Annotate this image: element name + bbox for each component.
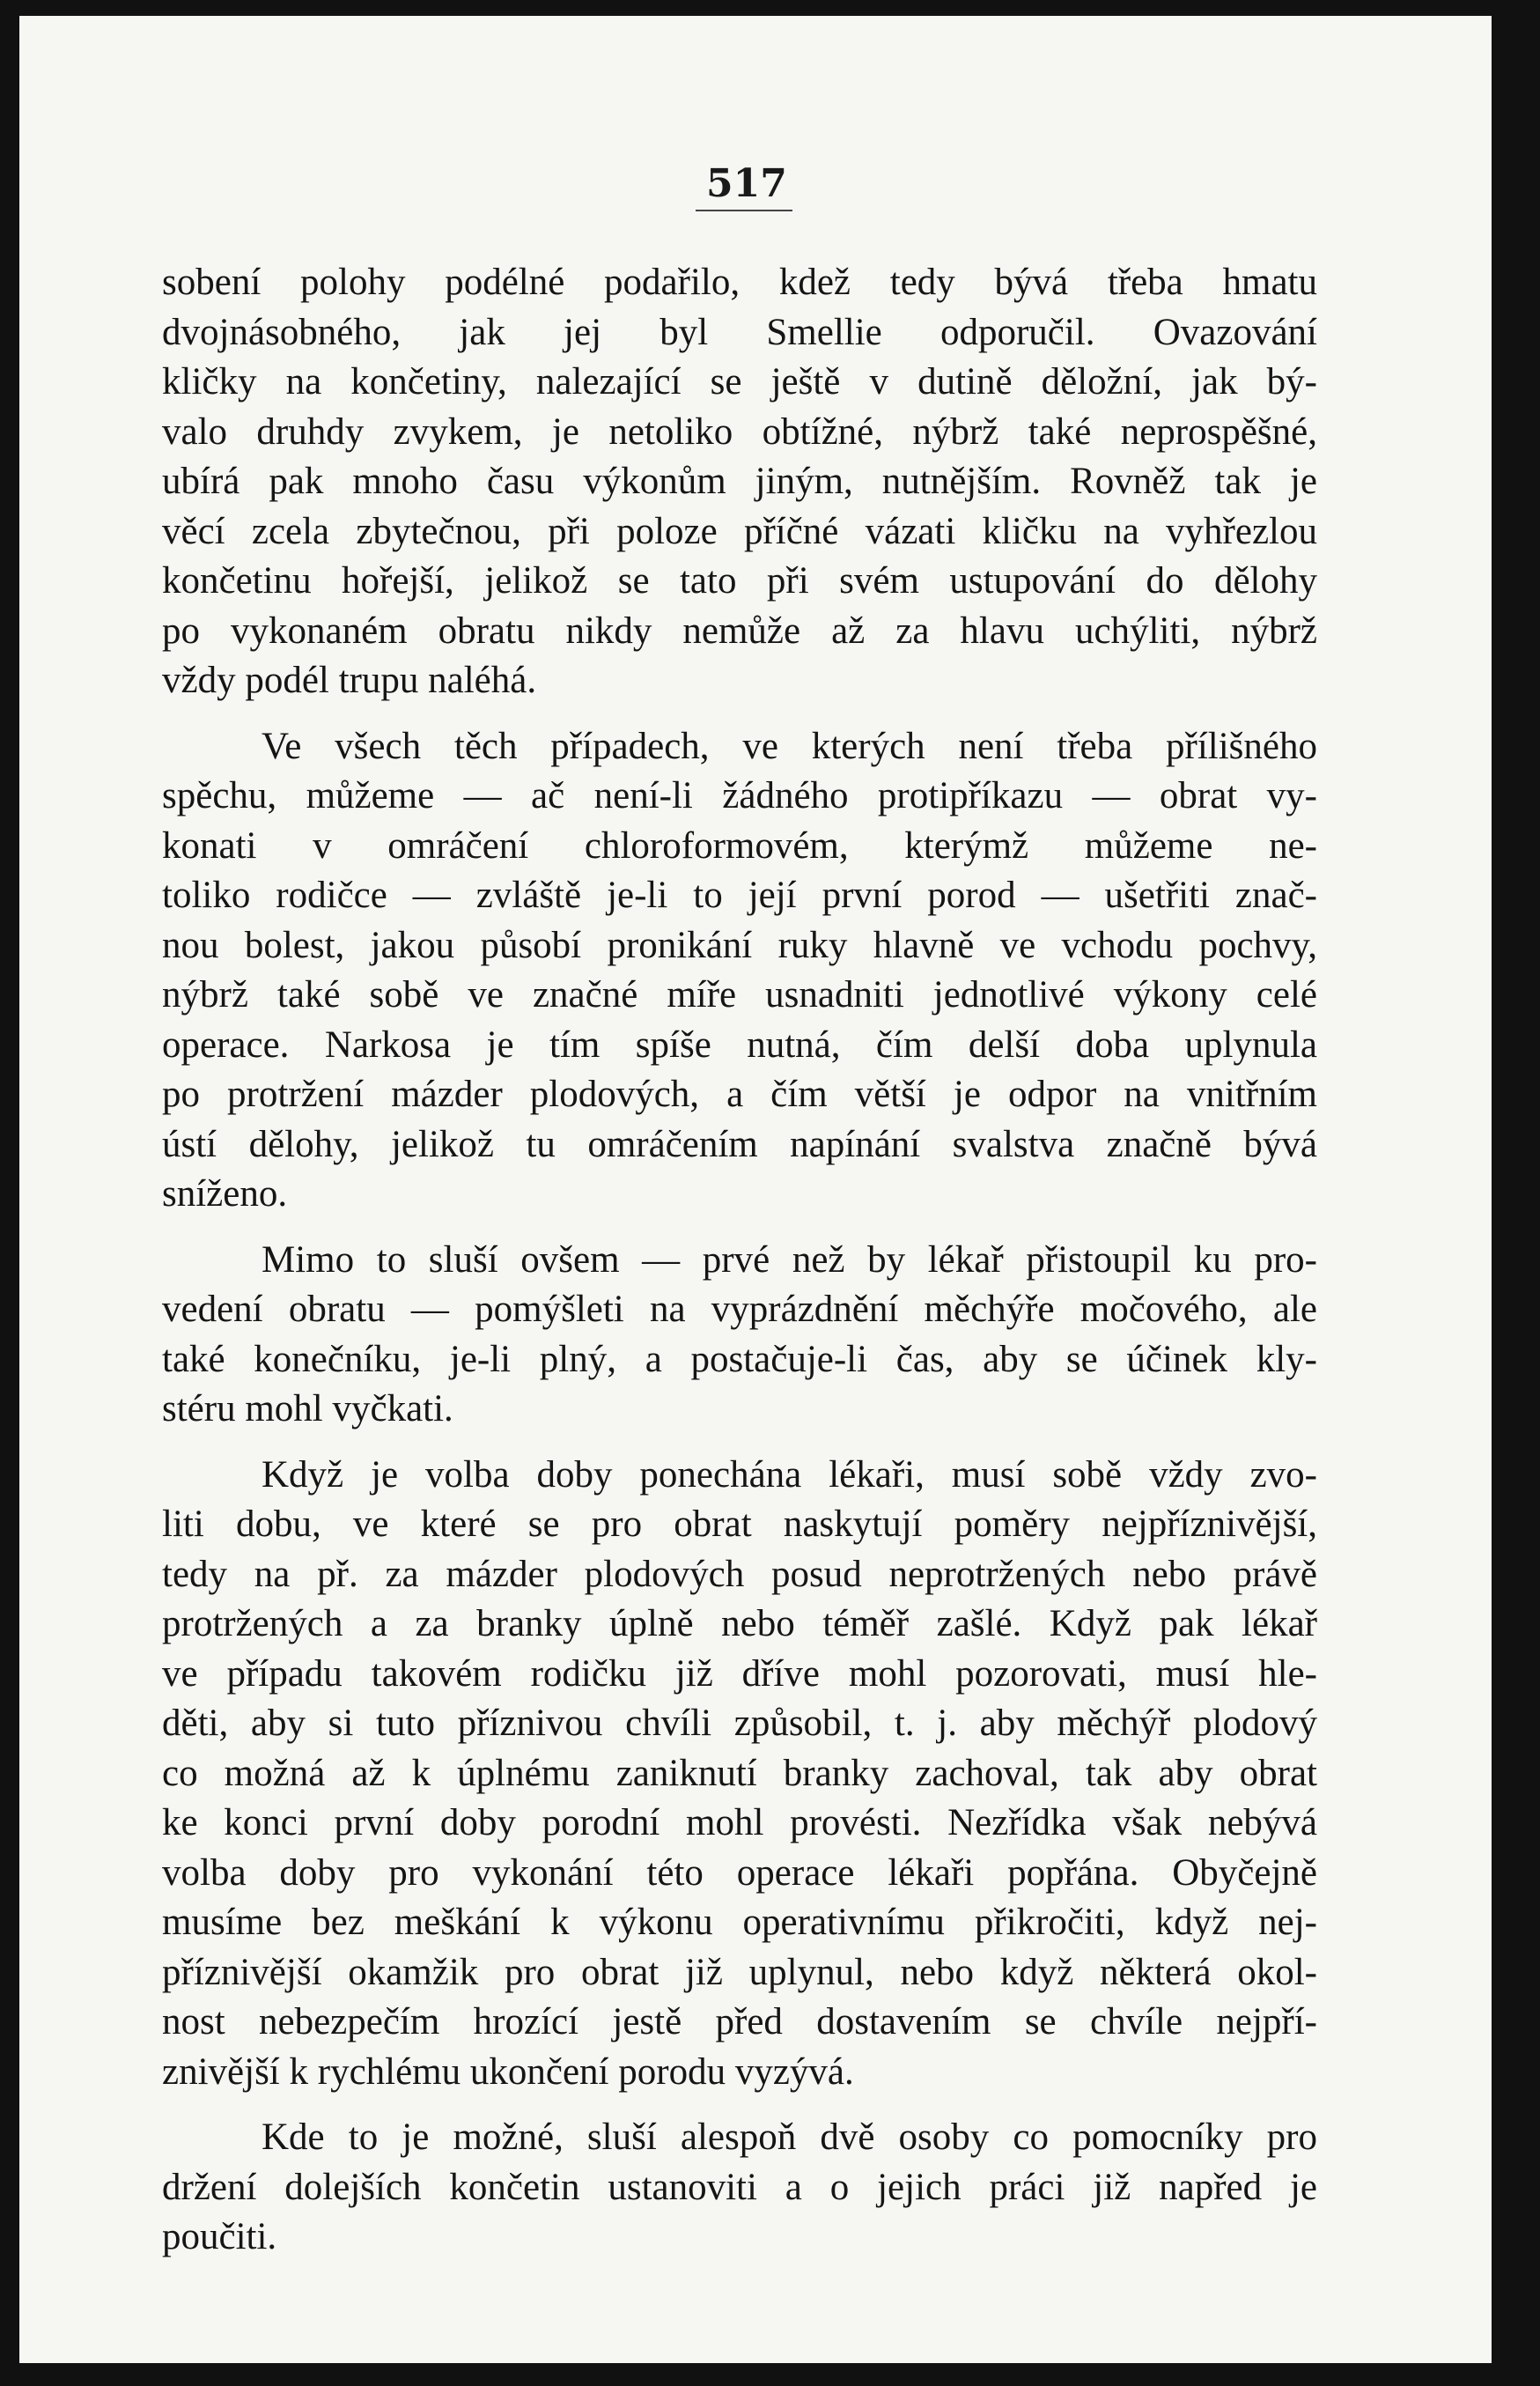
text-line: Když je volba doby ponechána lékaři, musí sobě vždy zvo- [262,1453,1317,1496]
text-line: sobení polohy podélné podařilo, kdež tedy bývá třeba hmatu [162,262,1317,303]
text-line: poučiti. [162,2216,277,2257]
text-line: liti dobu, ve které se pro obrat naskytují poměry nejpříznivější, [162,1503,1317,1545]
text-line: protržených a za branky úplně nebo téměř zašlé. Když pak lékař [162,1603,1317,1644]
text-line: končetinu hořejší, jelikož se tato při svém ustupování do dělohy [162,560,1317,602]
text-line: operace. Narkosa je tím spíše nutná, čím delší doba uplynula [162,1023,1317,1066]
text-line: znivější k rychlému ukončení porodu vyzývá. [162,2050,854,2093]
text-line: dvojnásobného, jak jej byl Smellie odporučil. Ovazování [162,311,1317,353]
paragraph [162,722,1317,1220]
text-line: co možná až k úplnému zaniknutí branky zachoval, tak aby obrat [162,1752,1317,1794]
text-line: po protržení mázder plodových, a čím větší je odpor na vnitřním [162,1074,1317,1115]
text-line: také konečníku, je-li plný, a postačuje-li čas, aby se účinek kly- [162,1338,1317,1380]
text-line: sníženo. [162,1173,288,1215]
text-line: děti, aby si tuto příznivou chvíli způsobil, t. j. aby měchýř plodový [162,1703,1317,1744]
text-line: Ve všech těch případech, ve kterých není třeba přílišného [262,725,1317,767]
text-line: po vykonaném obratu nikdy nemůže až za hlavu uchýliti, nýbrž [162,609,1317,652]
text-line: příznivější okamžik pro obrat již uplynul, nebo když některá okol- [162,1951,1317,1993]
page-number-rule [696,210,792,211]
body-text [162,258,1317,2263]
text-line: věcí zcela zbytečnou, při poloze příčné vázati kličku na vyhřezlou [162,510,1317,552]
book-page [19,16,1492,2363]
text-line: ubírá pak mnoho času výkonům jiným, nutnějším. Rovněž tak je [162,461,1317,502]
page-number: 517 [706,161,787,206]
paragraph [162,2113,1317,2263]
text-line: ke konci první doby porodní mohl provésti. Nezřídka však nebývá [162,1802,1317,1843]
text-line: toliko rodičce — zvláště je-li to její první porod — ušetřiti znač- [162,875,1317,916]
text-line: nýbrž také sobě ve značné míře usnadniti jednotlivé výkony celé [162,974,1317,1016]
text-line: tedy na př. za mázder plodových posud neprotržených nebo právě [162,1553,1317,1595]
text-line: volba doby pro vykonání této operace lékaři popřána. Obyčejně [162,1851,1317,1894]
text-line: stéru mohl vyčkati. [162,1388,453,1429]
text-line: musíme bez meškání k výkonu operativnímu přikročiti, když nej- [162,1902,1317,1943]
text-line: valo druhdy zvykem, je netoliko obtížné, nýbrž také neprospěšné, [162,410,1317,453]
text-line: ve případu takovém rodičku již dříve mohl pozorovati, musí hle- [162,1652,1317,1695]
text-line: spěchu, můžeme — ač není-li žádného protipříkazu — obrat vy- [162,775,1317,816]
text-line: držení dolejších končetin ustanoviti a o jejich práci již napřed je [162,2166,1317,2208]
paragraph [162,258,1317,706]
text-line: ústí dělohy, jelikož tu omráčením napínání svalstva značně bývá [162,1123,1317,1165]
text-line: nou bolest, jakou působí pronikání ruky hlavně ve vchodu pochvy, [162,924,1317,966]
text-line: konati v omráčení chloroformovém, kterýmž můžeme ne- [162,824,1317,867]
text-line: kličky na končetiny, nalezající se ještě v dutině děložní, jak bý- [162,361,1317,403]
text-line: nost nebezpečím hrozící jestě před dostavením se chvíle nejpří- [162,2001,1317,2043]
paragraph [162,1451,1317,2098]
text-line: vedení obratu — pomýšleti na vyprázdnění měchýře močového, ale [162,1289,1317,1330]
text-line: vždy podél trupu naléhá. [162,660,537,701]
text-line: Kde to je možné, sluší alespoň dvě osoby co pomocníky pro [262,2116,1317,2158]
paragraph [162,1236,1317,1435]
text-line: Mimo to sluší ovšem — prvé než by lékař přistoupil ku pro- [262,1238,1317,1281]
